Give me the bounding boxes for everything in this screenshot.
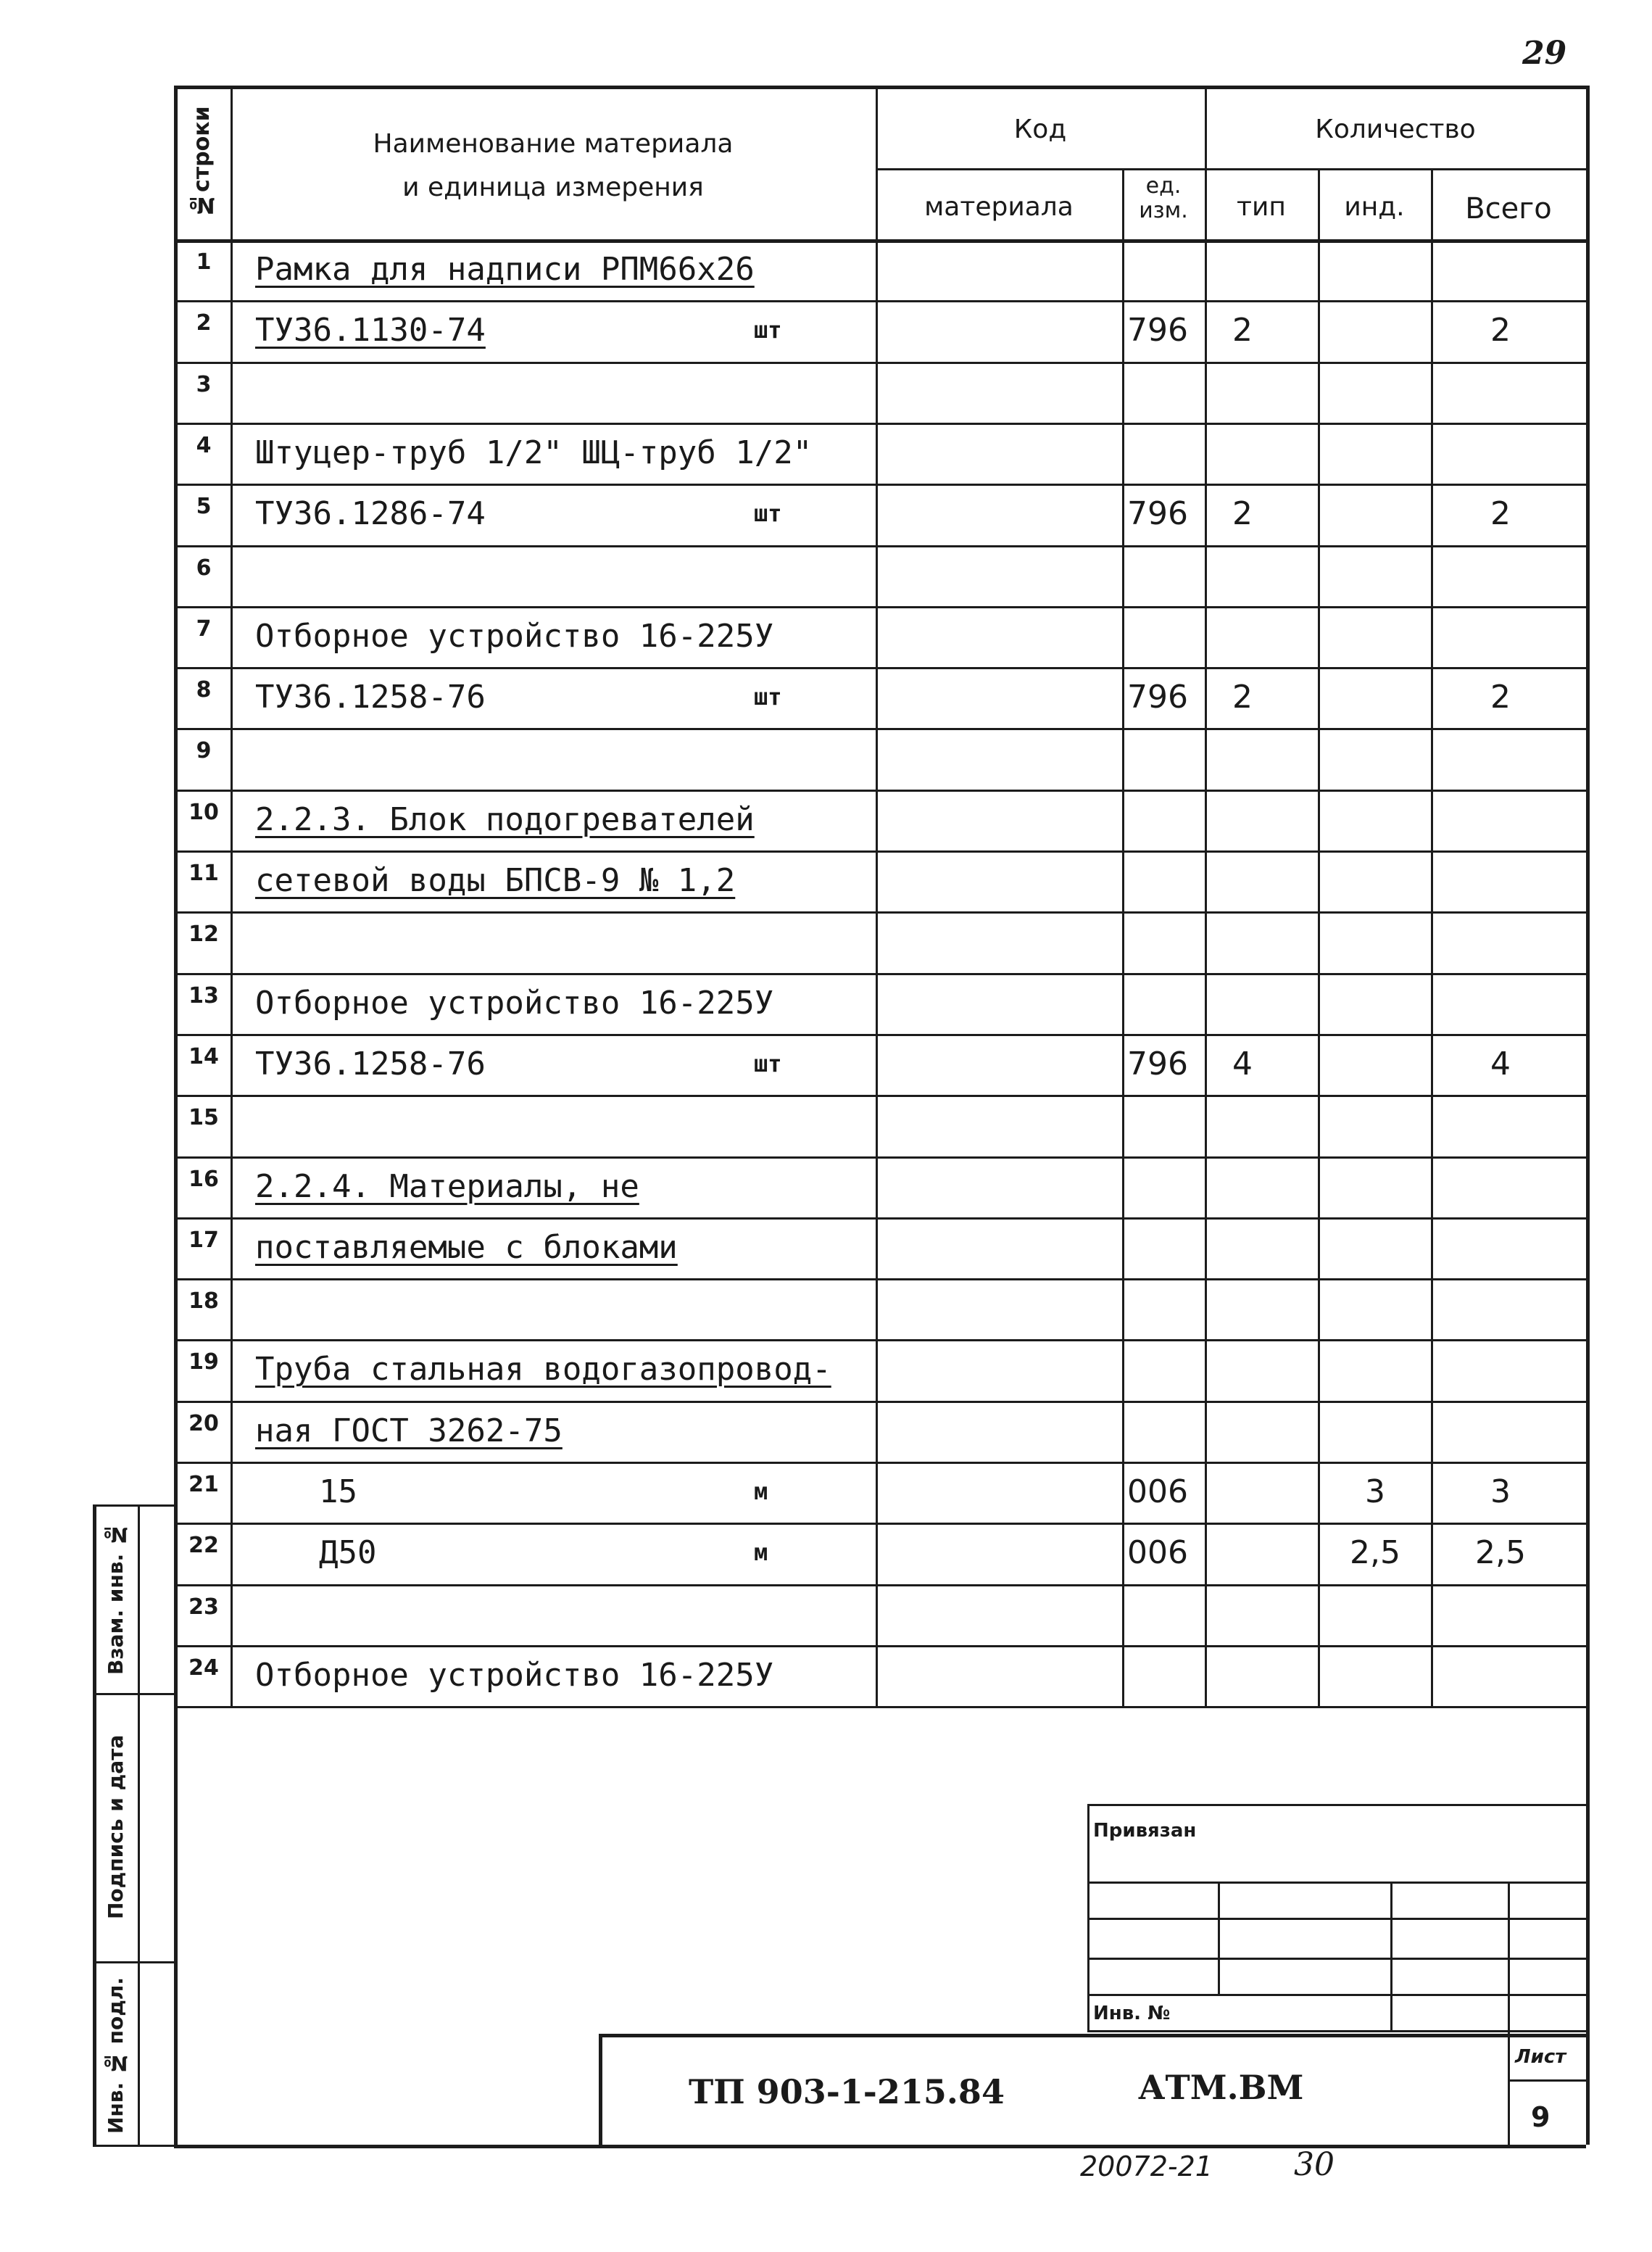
grid-hline <box>1508 2079 1586 2082</box>
unit-of-measure: шт <box>754 683 782 711</box>
unit-code: 796 <box>1127 679 1188 716</box>
material-name: Отборное устройство 16-225У <box>255 1656 774 1694</box>
table-row <box>0 850 1652 911</box>
grid-vline <box>1390 1882 1392 2030</box>
grid-hline <box>1087 1994 1586 1996</box>
stamp-doc-mark: АТМ.ВМ <box>1138 2068 1304 2107</box>
grid-vline <box>1586 1706 1590 2145</box>
table-row <box>0 1645 1652 1706</box>
table-row <box>0 545 1652 606</box>
stamp-inv-no: Инв. № <box>1093 2003 1171 2024</box>
stamp-sheet-label: Лист <box>1515 2046 1566 2068</box>
qty-type: 4 <box>1232 1045 1253 1082</box>
stamp-doc-code: ТП 903-1-215.84 <box>689 2072 1005 2111</box>
unit-of-measure: м <box>754 1478 768 1505</box>
table-row <box>0 1462 1652 1523</box>
grid-vline <box>1508 1882 1510 2145</box>
qty-type: 2 <box>1232 495 1253 533</box>
row-number: 20 <box>188 1410 219 1436</box>
table-row <box>0 1034 1652 1095</box>
grid-hline <box>1087 2030 1586 2032</box>
grid-vline <box>1087 1804 1089 2030</box>
grid-hline <box>174 86 1586 89</box>
table-row <box>0 911 1652 972</box>
material-name: ТУ36.1130-74 <box>255 312 486 349</box>
table-row <box>0 1401 1652 1462</box>
table-row <box>0 1584 1652 1645</box>
grid-hline <box>1087 1804 1586 1806</box>
row-number: 1 <box>196 249 212 275</box>
grid-vline <box>174 1706 178 2145</box>
grid-hline <box>1087 1882 1586 1884</box>
qty-type: 2 <box>1232 679 1253 716</box>
grid-hline <box>1087 1958 1586 1960</box>
header-row-number: №строки <box>189 106 215 218</box>
qty-total: 4 <box>1490 1045 1511 1082</box>
row-number: 19 <box>188 1349 219 1375</box>
table-row <box>0 1339 1652 1400</box>
material-name: Отборное устройство 16-225У <box>255 984 774 1022</box>
row-number: 22 <box>188 1533 219 1559</box>
material-name: ТУ36.1258-76 <box>255 679 486 716</box>
row-number: 14 <box>188 1043 219 1069</box>
header-type: тип <box>1237 192 1286 222</box>
table-row <box>0 667 1652 728</box>
row-number: 18 <box>188 1288 219 1315</box>
side-label-sign-date: Подпись и дата <box>104 1734 128 1920</box>
stamp-sheet-no: 9 <box>1531 2101 1551 2133</box>
qty-type: 2 <box>1232 312 1253 349</box>
table-row <box>0 1156 1652 1217</box>
unit-code: 796 <box>1127 1045 1188 1082</box>
row-number: 24 <box>188 1655 219 1681</box>
header-material: материала <box>924 192 1074 222</box>
header-name-line1: Наименование материала <box>373 129 734 159</box>
table-row <box>0 790 1652 850</box>
material-name: Труба стальная водогазопровод- <box>255 1351 831 1388</box>
material-name: 2.2.4. Материалы, не <box>255 1167 639 1205</box>
qty-total: 2 <box>1490 312 1511 349</box>
row-number: 21 <box>188 1472 219 1497</box>
material-name: ТУ36.1258-76 <box>255 1045 486 1082</box>
material-name: ТУ36.1286-74 <box>255 495 486 533</box>
qty-total: 3 <box>1490 1473 1511 1510</box>
material-name: Рамка для надписи РПМ66х26 <box>255 251 755 288</box>
row-number: 17 <box>188 1227 219 1253</box>
qty-total: 2 <box>1490 495 1511 533</box>
unit-of-measure: шт <box>754 1049 782 1077</box>
header-quantity: Количество <box>1315 115 1476 144</box>
grid-hline <box>174 2145 1586 2148</box>
unit-code: 796 <box>1127 312 1188 349</box>
qty-total: 2,5 <box>1475 1534 1526 1572</box>
row-number: 7 <box>196 616 212 642</box>
side-label-replace-inv: Взам. инв. № <box>104 1523 128 1675</box>
qty-ind: 3 <box>1365 1473 1385 1510</box>
material-name: Штуцер-труб 1/2" ШЦ-труб 1/2" <box>255 434 813 471</box>
table-row <box>0 1217 1652 1278</box>
row-number: 2 <box>196 310 212 336</box>
row-number: 11 <box>188 861 219 886</box>
table-row <box>0 1523 1652 1584</box>
material-name: ная ГОСТ 3262-75 <box>255 1412 563 1449</box>
grid-hline <box>876 168 1586 170</box>
material-name: 15 <box>319 1473 357 1510</box>
table-row <box>0 606 1652 667</box>
header-total: Всего <box>1465 192 1552 225</box>
material-name: Отборное устройство 16-225У <box>255 617 774 655</box>
row-number: 10 <box>188 799 219 825</box>
header-ind: инд. <box>1344 192 1405 222</box>
page-number: 29 <box>1522 35 1567 72</box>
material-name: 2.2.3. Блок подогревателей <box>255 800 755 838</box>
unit-code: 796 <box>1127 495 1188 533</box>
unit-of-measure: шт <box>754 500 782 528</box>
footer-order-no: 20072-21 <box>1080 2150 1213 2182</box>
row-number: 4 <box>196 432 212 458</box>
footer-page-no: 30 <box>1294 2146 1335 2183</box>
row-number: 16 <box>188 1166 219 1192</box>
row-number: 15 <box>188 1105 219 1131</box>
header-code: Код <box>1013 115 1067 144</box>
row-number: 13 <box>188 982 219 1009</box>
unit-code: 006 <box>1127 1473 1188 1510</box>
material-name: поставляемые с блоками <box>255 1228 678 1266</box>
table-row <box>0 728 1652 789</box>
unit-code: 006 <box>1127 1534 1188 1572</box>
table-row <box>0 1278 1652 1339</box>
table-row <box>0 484 1652 545</box>
row-number: 12 <box>188 922 219 948</box>
material-name: Д50 <box>319 1534 377 1572</box>
row-number: 3 <box>196 371 212 397</box>
grid-hline <box>599 2034 1586 2037</box>
qty-total: 2 <box>1490 679 1511 716</box>
grid-hline <box>1087 1918 1586 1920</box>
table-row <box>0 1095 1652 1156</box>
table-row <box>0 423 1652 484</box>
header-name-line2: и единица измерения <box>402 173 704 202</box>
table-row <box>0 973 1652 1034</box>
unit-of-measure: шт <box>754 316 782 344</box>
row-number: 5 <box>196 494 212 520</box>
material-name: сетевой воды БПСВ-9 № 1,2 <box>255 862 736 899</box>
grid-vline <box>1218 1882 1220 1994</box>
side-label-inv-no-orig: Инв. № подл. <box>104 1977 128 2134</box>
table-row <box>0 239 1652 300</box>
header-unit: ед. изм. <box>1139 173 1188 223</box>
unit-of-measure: м <box>754 1539 768 1567</box>
stamp-attached: Привязан <box>1093 1820 1197 1842</box>
grid-hline <box>174 1706 1586 1708</box>
table-row <box>0 362 1652 423</box>
row-number: 6 <box>196 555 212 581</box>
table-row <box>0 300 1652 361</box>
row-number: 8 <box>196 677 212 703</box>
row-number: 23 <box>188 1594 219 1620</box>
grid-vline <box>599 2034 602 2145</box>
qty-ind: 2,5 <box>1350 1534 1400 1572</box>
row-number: 9 <box>196 738 212 764</box>
